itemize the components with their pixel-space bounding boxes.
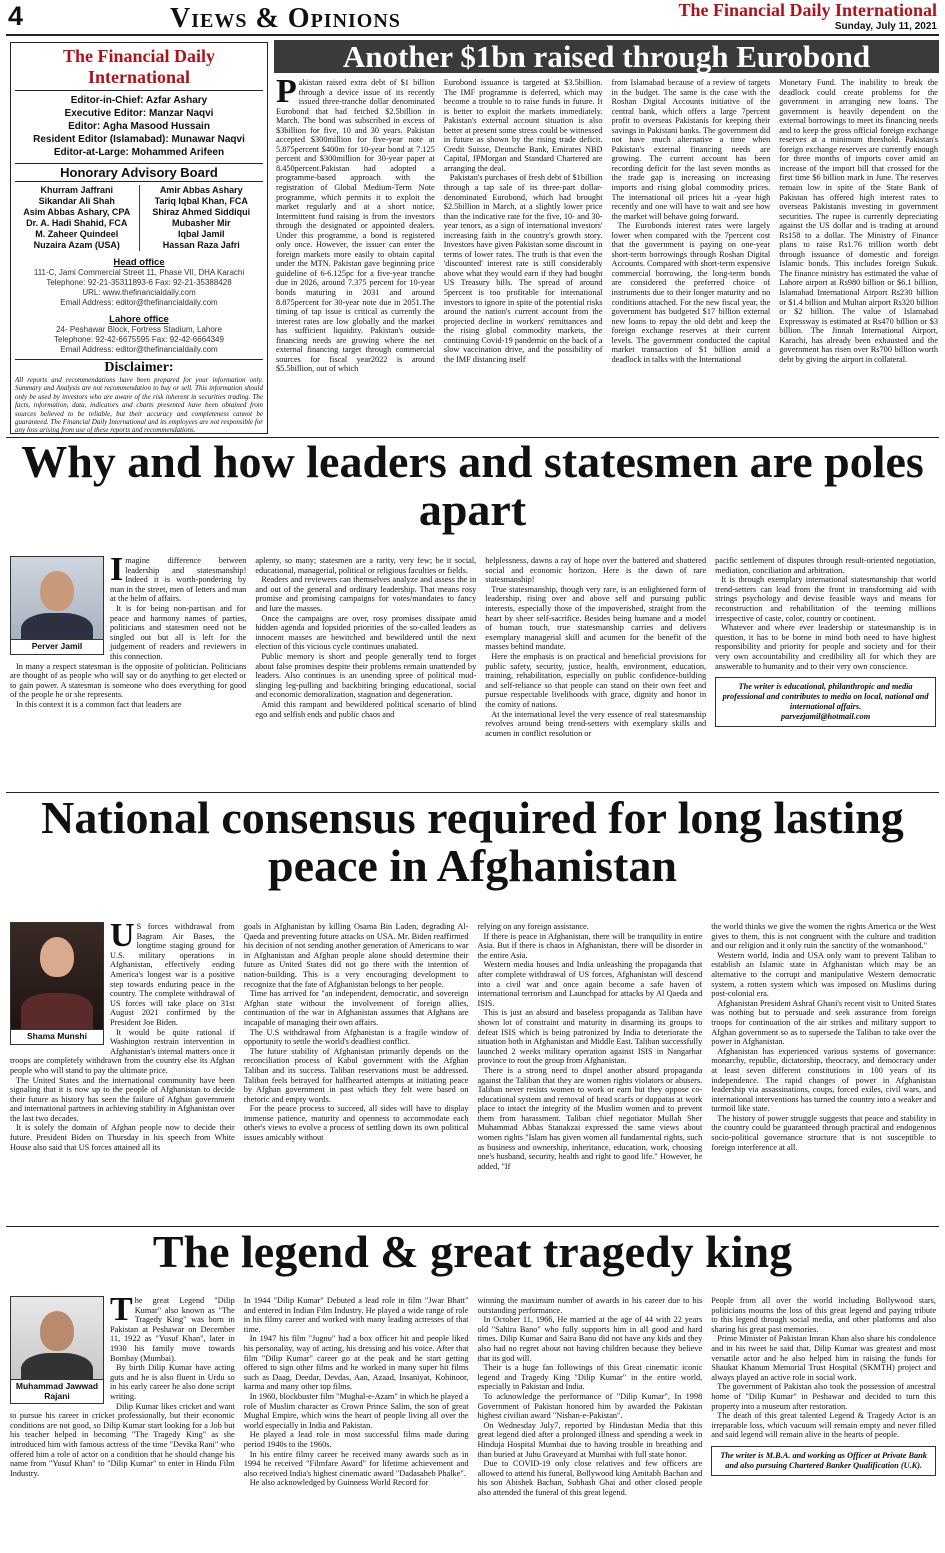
eurobond-headline: Another $1bn raised through Eurobond	[274, 40, 939, 73]
head-office-label: Head office	[113, 257, 165, 268]
author-name: Muhammad Jawwad Rajani	[11, 1379, 103, 1403]
address-line: 24- Peshawar Block, Fortress Stadium, Lahore	[56, 325, 222, 334]
author-bio	[715, 677, 936, 727]
author-card	[10, 1296, 104, 1404]
dropcap: P	[276, 78, 297, 110]
article-column	[10, 1296, 235, 1549]
advisory-member: M. Zaheer Quindeel	[35, 229, 119, 239]
column-text: Monetary Fund. The inability to break the deadlock could create problems for the government in arranging new loans. The government is heavily dependent on the external borrowings to meet its financing needs and to keep the gross official foreign exchange reserves at a minimum threshold. Pakistan's foreign exchange reserves are currently enough for three months of imports cover amid an increase of the import bill that crossed for the first time $6 billion mark in June. The reserves remain low in spite of the State Bank of Pakistan has offered high interest rates to overseas Pakistanis investing in government securities. The rupee is currently depreciating against the US dollar and is trading at around Rs158 to a dollar. The Ministry of Finance plans to raise Rs1.76 trillion worth debt through issuance of domestic and foreign Islamic bonds. This includes foreign Sukuk. The finance ministry has estimated the value of Lahore airport at Rs980 billion or $6.1 billion, Islamabad International Airport Rs230 billion or $1.4 billion and Multan airport Rs320 billion or $2 billion. The value of Islamabad Expressway is estimated at Rs470 billion or $3 billion. The Jinnah International Airport, Karachi, has already been exhausted and the government has risen over Rs700 billion worth debt by giving the airport in collateral.	[779, 78, 938, 364]
advisory-left-column	[15, 185, 139, 251]
article-column	[276, 78, 435, 432]
address-line: Telephone: 92-42-6675595 Fax: 92-42-6664349	[54, 335, 224, 344]
staff-role: Editor-in-Chief: Azfar Ashary	[70, 95, 208, 106]
article-column	[10, 556, 246, 788]
article-column	[244, 922, 469, 1222]
afghan-headline: National consensus required for long lasting peace in Afghanistan	[41, 792, 904, 892]
advisory-member: Asim Abbas Ashary, CPA	[23, 207, 131, 217]
staff-role: Executive Editor: Manzar Naqvi	[64, 108, 214, 119]
legend-headline: The legend & great tragedy king	[152, 1226, 793, 1277]
advisory-member: Tariq Iqbal Khan, FCA	[154, 196, 248, 206]
author-photo	[11, 923, 103, 1029]
advisory-member: Dr. A. Hadi Shahid, FCA	[26, 218, 128, 228]
eurobond-body	[276, 78, 938, 432]
leaders-body	[10, 556, 936, 788]
author-email: parvezjamil@hotmail.com	[780, 712, 871, 722]
author-photo	[11, 557, 103, 639]
legend-body	[10, 1296, 936, 1549]
author-name: Shama Munshi	[11, 1029, 103, 1044]
column-text: he great Legend "Dilip Kumar" also known as "The Tragedy King" was born in Pakistan at Peshawar on December 11, 1922 as "Yusuf Khan", later in 1930 his family move towards Bombay (Mumbai). By birth Dilip Kumar have acting guts and he is also fluent in Urdu so in his early career he also done script writing. Dilip Kumar likes cricket and want to pursue his career in cricket professionally, but their economic conditions are not good, so Dilip Kumar start looking for a Job but his teacher helped in becoming "The Tragedy King" as she introduced him with famous actress of the time "Devika Rani" who offered him a role of actor on a condition that he should change his name from "Yusuf Khan" to "Dilip Kumar" to enter in Hindu Film Industry.	[10, 1296, 235, 1478]
advisory-member: Mubasher Mir	[171, 218, 231, 228]
article-column	[779, 78, 938, 432]
article-column	[612, 78, 771, 432]
article-column	[255, 556, 476, 788]
advisory-member: Nuzaira Azam (USA)	[33, 240, 120, 250]
article-column	[478, 922, 703, 1222]
column-text: In 1944 "Dilip Kumar" Debuted a lead role in film "Jwar Bhatt" and entered in Indian Film Industry. He played a wide range of role in his filmy career and worked with many leading actresses of that time. In 1947 his film "Jugnu" had a box officer hit and people liked his personality, way of acting, his dressing and his voice. After that film "Dilip Kumar" career go at the peak and he start getting offered to sign other films and he worked in many super hit films such as Daag, Deedar, Devdas, Aan, Azaad, Insaniyat, Kohinoor, karma and many other top films. In 1960, blockbuster film "Mughal-e-Azam" in which he played a role of Muslim character as Crown Prince Salim, the son of great Mughal Empire, which wins the heart of people living all over the world especially in India and Pakistan. He played a lead role in most successful films made during period 1940s to the 1960s. In his entire filmy career he received many awards such as in 1994 he received "Filmfare Award" for lifetime achievement and also received India's highest cinematic award "Dadasaheb Phalke". He also acknowledged by Guinness World Record for	[243, 1296, 469, 1488]
author-photo	[11, 1297, 103, 1379]
address-line: Telephone: 92-21-35311893-6 Fax: 92-21-35388428	[46, 278, 232, 287]
disclaimer-text: All reports and recommendations have been prepared for your information only. Summary and Analysis are not recommendation to buy or sell. This information should only be used by investors who are aware of the risk inherent in securities trading. The facts, information, data, indicators and charts presented have been obtained from sources believed to be reliable, but their accuracy and completeness cannot be guaranteed. The Financial Daily International and its employees are not responsible for any loss arising from use of these reports and recommendations.	[15, 376, 263, 435]
address-line: Email Address: editor@thefinancialdaily.com	[60, 345, 218, 354]
advisory-member: Khurram Jaffrani	[40, 185, 114, 195]
leaders-headline: Why and how leaders and statesmen are poles apart	[21, 436, 924, 536]
column-text: helplessness, dawns a ray of hope over the battered and shattered social and economic horizon. Here is the dawn of rare statesmanship! True statesmanship, though very rare, is an enlightened form of leadership, rising over and above self and pursuing public interests, especially those of the impoverished, straight from the heart by sheer self-sacrifice. Besides being humane and a model of human touch, true statesmanship carries and delivers exemplary managerial skill and acumen for the benefit of the masses behind mandate. Here the emphasis is on practical and beneficial provisions for public safety, security, justice, health, environment, education, training, rehabilitation, especially on public confidence-building and self-reliance so that people can stand on their own feet and pursue respectable livelihoods with grace, dignity and honor in the comity of nations. At the international level the very essence of real statesmanship revolves around being trend-setters with exemplary skills and acumen in conflict resolution or	[485, 556, 707, 738]
dropcap: I	[110, 556, 124, 588]
article-column	[485, 556, 706, 788]
staff-role: Editor-at-Large: Mohammed Arifeen	[53, 147, 225, 158]
article-column	[444, 78, 603, 432]
column-text: the world thinks we give the women the rights America or the West gives to them, this is not congruent with the culture and tradition and our religion and it only ruin the sanctity of the womanhood." Western world, India and USA only want to prevent Taliban to establish an Islamic state in Afghanistan which may be an alternative to the corrupt and manipulative Western democratic system, a rotten system which was imposed on Muslims during post-colonial era. Afghanistan President Ashraf Ghani's recent visit to United States was nothing but to persuade and seek assurance from foreign troops for continuation of the air strikes and military support to Afghan government so as to supersede the Taliban to take over the power in Afghanistan. Afghanistan has experienced various systems of governance: monarchy, republic, dictatorship, theocracy, and democracy under at least seven different constitutions in 100 years of its independence. The rapid changes of power in Afghanistan leadership via assassinations, coups, forced exiles, civil wars, and international interventions has turned the country into a weaker and turmoil like state. The history of power struggle suggests that peace and stability in the country could be guaranteed through practical and endogenous socio-political governance structure that is not susceptible to foreign interference at all.	[711, 922, 936, 1152]
bio-text: The writer is M.B.A. and working as Officer at Private Bank and also pursuing Chartered Banker Qualification (U.K).	[720, 1450, 927, 1470]
issue-date: Sunday, July 11, 2021	[834, 21, 937, 32]
advisory-member: Amir Abbas Ashary	[159, 185, 243, 195]
column-text: winning the maximum number of awards in his career due to his outstanding performance. In October 11, 1966, He married at the age of 44 with 22 years old "Sahira Bano" who fully supports him in all good and hard times. Dilip Kumar and Saira Banu did not have any kids and they also had no regret about not having children because they believe that its god will. Their is a huge fan followings of this Great cinematic iconic legend and Tragedy King "Dilip Kumar" in the entire world, especially in Pakistan and India. To acknowledge the performance of "Dilip Kumar", In 1998 Government of Pakistan honored him by awarded the Pakistan highest civilian award "Nishan-e-Pakistan". On Wednesday July7, reported by Hindustan Media that this great legend died after a prolonged illness and spending a week in Hinduja Hospital Mumbai due to having trouble in breathing and than buried at Juhu Graveyard at Mumbai with full state honor. Due to COVID-19 only close relatives and few officers are allowed to attend his funeral, Bollywood king Amitabh Bachan and his son Abishek Bachan, Subhash Ghai and other closed people also attended the funeral of this great legend.	[477, 1296, 703, 1497]
article-column	[478, 1296, 703, 1549]
advisory-member: Hassan Raza Jafri	[162, 240, 240, 250]
lahore-office-address	[15, 325, 263, 355]
column-text: akistan raised extra debt of $1 billion through a device issue of its recently issued three-tranche dollar denominated Eurobond that had fetched $2.5billion in March. The bond was subscribed in excess of $3billion for five, 10 and 30 years. Pakistan accepted $300million for five-year note at 5.875percent $400m for 10-year bond at 7.125 percent and $300million for 30-year paper at 8.450percent.Pakistan had adopted a programme-based approach with the registration of Global Medium-Term Note programme, which permits it to exploit the market regularly and at a short notice. Intermittent fund raising is from the investors through the designated or appointed dealers. Under this programme, a bond is registered only once. However, the issuer can enter the foreign markets more easily to obtain capital under the MTN. Pakistan gave beginning price guideline of 6-6.125pc for a five-year tranche due in 2026, around 7.375 percent for 10-year bonds maturing in 2031 and around 8.875percent for 30-year note due in 2051.The timing of tap issue is critical as currently the interest rates are low globally and the market has sufficient liquidity. Pakistan's outside financing needs are growing where the net external financing target through commercial sources for fiscal year2022 is around $5.5billion, out of which	[276, 78, 435, 374]
advisory-member: Shiraz Ahmed Siddiqui	[152, 207, 251, 217]
column-text: aplenty, so many; statesmen are a rarity, very few; be it social, educational, managerial, political or religious faculties or fields. Readers and reviewers can themselves analyze and assess the in and out of the general and ordinary leadership. That means rosy promise and promising campaigns for votes/mandates to fancy and lure the masses. Once the campaigns are over, rosy promises dissipate amid hidden agenda and lopsided priorities of the so-called leaders as innocent masses are bewitched and bewildered until the next election of this vicious cycle continues unabated. Public memory is short and people generally tend to forget about false promises despite their problems remain unattended by leaders. Also continues is an unending spree of political mud-slinging leg-pulling and backbiting bringing educational, social and economic demoralization, stagnation and degeneration. Amid this rampant and bewildered political scenario of blind ego and selfish ends and public chaos and	[255, 556, 477, 719]
masthead-right	[678, 0, 937, 32]
author-card	[10, 922, 104, 1045]
article-column	[711, 922, 936, 1222]
paper-name: The Financial Daily International	[678, 0, 937, 20]
column-text: Eurobond issuance is targeted at $3.5billion. The IMF programme is deferred, which may become a trouble to to raise funds in future. It is better to exploit the markets immediately. Pakistan's external account situation is also better at present some stress could be witnessed in future as shown by the rising trade deficit. Credit Suisse, Deutsche Bank, Emirates NBD Capital, JPMorgan and Standard Chartered are arranging the deal. Pakistan's purchases of fresh debt of $1billion through a tap sale of its three-part dollar-denominated Eurobond, which had brought $2.5billion in March, at a slightly lower price than the indicative rate for the five, 10- and 30-year tenors, as a sign of international investors' increasing faith in the country's growth story. Investors have given Pakistan some discount in terms of lower rates. The truth is that even the 'discounted' interest rate is still considerably above what they would earn if they had bought US Treasury bills. The spread of around 5percent is too profitable for international investors to ignore in spite of the potential risks around the nation's current account from the projected decline in workers' remittances and the rising global commodity markets, the continuing Covid-19 pandemic on the back of a slow vaccination drive, and the possibility of the IMF distancing itself	[443, 78, 603, 364]
masthead	[6, 0, 939, 36]
staff-role: Editor: Agha Masood Hussain	[68, 121, 210, 132]
staff-roles	[15, 94, 263, 159]
advisory-member: Sikandar Ali Shah	[38, 196, 115, 206]
column-text: S forces withdrawal from Bagram Air Bases, the longtime staging ground for U.S. military operations in Afghanistan, effectively ending America's longest war is a positive step towards enduring peace in the country. The complete withdrawal of US forces will take place on 31st August 2021 confirmed by the President Joe Biden. It would be quite rational if Washington restrain intervention in Afghanistan's internal matters once it troops are completely withdrawn from the country else its Afghan people who will stand to pay the ultimate price. The United States and the international community have been signaling that it is now up to the people of Afghanistan to decide their future as history has seen the failure of Afghan government and international partners in achieving stability in Afghanistan over the last two decades. It is solely the domain of Afghan people now to decide their future. President Biden on Thursday in his speech from White House also said that US forces attained all its	[10, 922, 235, 1152]
address-line: 111-C, Jami Commercial Street 11, Phase VII, DHA Karachi	[33, 268, 245, 277]
dropcap: T	[110, 1296, 133, 1328]
article-column	[711, 1296, 936, 1549]
column-text: pacific settlement of disputes through result-oriented negotiation, mediation, conciliation and arbitration. It is through exemplary international statesmanship that world trend-setters can lead from the front in transforming aid with strings psychology and devise feasible ways and means for reconstruction and rehabilitation of the teeming millions irrespective of caste, color, country or continent. Whatever and where ever leadership or statesmanship is in question, it has to be borne in mind both need to have highest responsibility and priority for people and society and for their very own accountability and credibility all for which they are answerable to humanity and to their very own conscience.	[715, 556, 937, 671]
address-line: Email Address: editor@thefinancialdaily.com	[60, 298, 218, 307]
dropcap: U	[110, 922, 135, 954]
page-number: 4	[8, 1, 24, 31]
address-line: URL: www.thefinancialdaily.com	[82, 288, 196, 297]
advisory-grid	[15, 185, 263, 251]
bio-text: The writer is educational, philanthropic and media professional and contributes to media on local, national and international affairs.	[722, 682, 929, 712]
column-text: magine difference between leadership and statesmanship! Indeed it is worth-pondering by man in the street, men of letters and man at the helm of affairs. It is for being non-partisan and for peace and harmony names of parties, politicians and statesmen need not be singled out but all is left for the judgement of readers and reviewers in this connection. In many a respect statesman is the opposite of politician. Politicians are thought of as people who will say or do anything to get elected or to gain power. A statesman is someone who does everything for good of the people he or she represents. In this context it is a common fact that leaders are	[10, 556, 247, 709]
staff-role: Resident Editor (Islamabad): Munawar Naqvi	[33, 134, 245, 145]
disclaimer-heading: Disclaimer:	[15, 359, 263, 376]
column-text: goals in Afghanistan by killing Osama Bin Laden, degrading Al-Qaeda and preventing future attacks on USA. Mr. Biden reaffirmed his decision of not sending another generation of Americans to war in Afghanistan and Afghan people alone should determine their future as United States did not go there with the intention of nation-building. This is a very encouraging development to recognize that the fate of Afghanistan belongs to her people. Time has arrived for "an independent, democratic, and sovereign Afghan state without the involvement of foreign allies, continuation of the war in Afghanistan assumes that Afghans are incapable of managing their own affairs. The U.S withdrawal from Afghanistan is a fragile window of opportunity to settle the world's deadliest conflict. The future stability of Afghanistan primarily depends on the reconciliation process of Kabul government with the Afghan Taliban and its success. Taliban reservations must be addressed. Taliban feels betrayed for halfhearted attempts at initiating peace by Afghan government in past which they felt were based on rhetoric and empty words. For the peace process to succeed, all sides will have to display immense patience, maturity and openness to accommodate each other's views to evolve a process of settling down its own political issues amicably without	[243, 922, 469, 1143]
staff-paper-name: The Financial Daily International	[15, 46, 263, 91]
column-text: People from all over the world including Bollywood stars, politicians mourns the loss of this great legend and paying tribute to this legend through social media, and other platforms and also sharing his great past memories. Prime Minister of Pakistan Imran Khan also share his condolence and in his tweet he said that, Dilip Kumar was greatest and most versatile actor and he also helped him in raising the funds for Shaukat Khanum Memorial Trust Hospital (SKMTH) project and always played an active role in social work. The government of Pakistan also took the possession of ancestral home of "Dilip Kumar" in Peshawar and decided to turn this property into a museum after restoration. The death of this great talented Legend & Tragedy Actor is an irreparable loss, which vacuum will remain empty and never filled and said legend will remain alive in the hearts of people.	[711, 1296, 936, 1440]
head-office-address	[15, 268, 263, 308]
author-card	[10, 556, 104, 655]
article-column	[10, 922, 235, 1222]
section-title: Views & Opinions	[170, 3, 401, 34]
article-column	[715, 556, 936, 788]
afghan-body	[10, 922, 936, 1222]
advisory-right-column	[139, 185, 264, 251]
staff-box	[10, 42, 268, 434]
advisory-heading: Honorary Advisory Board	[15, 163, 263, 182]
column-text: from Islamabad because of a review of targets in the budget. The same is the case with the Roshan Digital Accounts initiative of the central bank, which offers a large 7percent profit to overseas Pakistanis for keeping their savings in Pakistani banks. The government did not have much alternative a time when Pakistan's external financing needs are growing. The current account has been recording deficit for the last seven months as the trade gap is increasing on increasing imports and rising global commodity prices. The international oil prices hit a -year high recently and one will have to wait and see how the market will behave going forward. The Eurobonds interest rates were largely lower when compared with the 7percent cost that the government is paying on one-year short-term borrowings through Roshan Digital Accounts. Compared with short-term expensive commercial borrowing, the long-term bonds are considered the preferred choice of instruments due to their longer maturity and no conditions attached. For the new fiscal year, the government has budgeted $17 billion external new loans to repay the old debt and keep the foreign exchange reserves at their current levels. The government conducted the capital market transaction of $1 billion amid a deadlock in talks with the International	[611, 78, 771, 364]
author-name: Perver Jamil	[11, 639, 103, 654]
column-text: relying on any foreign assistance. If there is peace in Afghanistan, there will be tranquility in entire Asia. But if there is chaos in Afghanistan, there will be disorder in the entire Asia. Western media houses and India unleashing the propaganda that after complete withdrawal of US forces, Afghanistan will descend into a civil war and once again become a safe haven of international terrorism and Launchpad for attacks by Al Qaeda and ISIS. This is just an absurd and baseless propaganda as Taliban have shown lot of constraint and maturity in disarming its groups to defeat ISIS which is being patronized by India to deteriorate the situation both in Afghanistan and Middle East. Taliban successfully launched 2 weeks military operation against ISIS in Nangarhar province to rout the group from Afghanistan. There is a strong need to dispel another absurd propaganda against the Taliban that they are women rights violators or abusers. Taliban never resists women to work or earn but they oppose co-educational system and removal of head scarfs or duppatas at work place to intact the integrity of the Muslim women and to prevent them from harassment. Taliban chief negotiator Mullah Sher Muhammad Abbas Stanakzai expressed the same views about women rights "Islam has given women all fundamental rights, such as business and ownership, inheritance, education, work, choosing one's husband, security, health and right to good life." However, he added, "If	[477, 922, 703, 1171]
lahore-office-label: Lahore office	[109, 314, 169, 325]
article-column	[244, 1296, 469, 1549]
author-bio	[711, 1446, 936, 1476]
advisory-member: Iqbal Jamil	[177, 229, 225, 239]
